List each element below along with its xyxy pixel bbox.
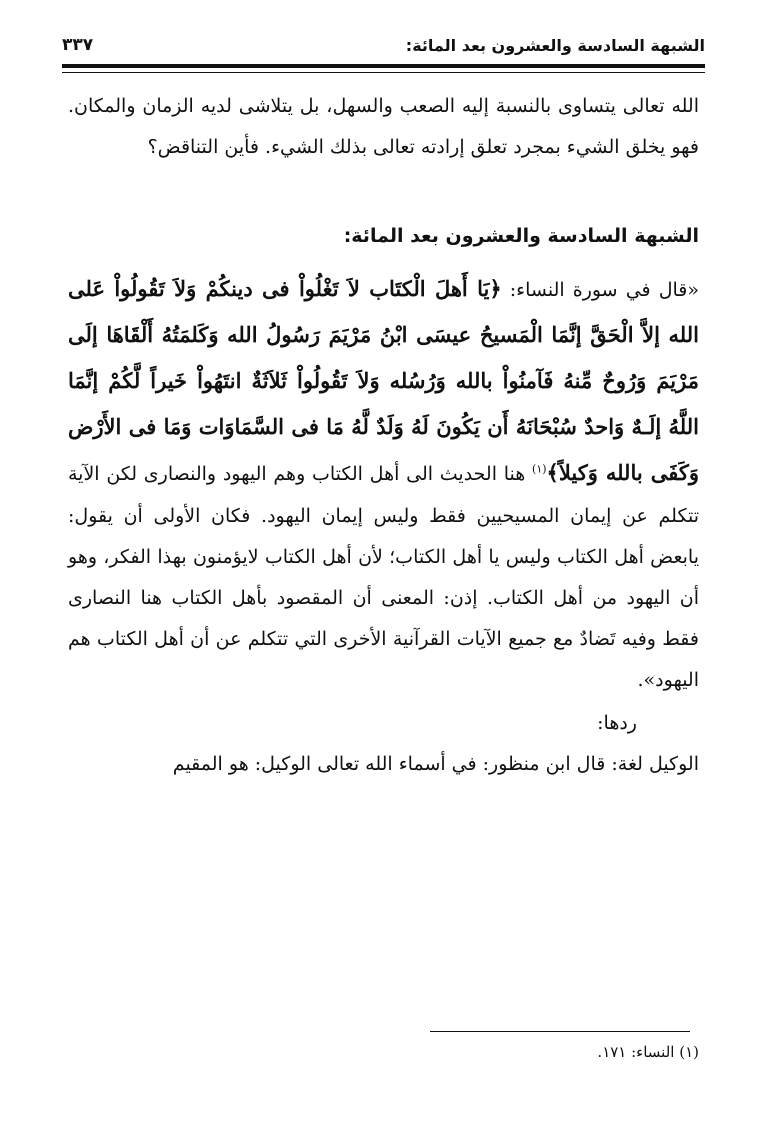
footnote-separator <box>430 1031 690 1032</box>
page-number: ٣٣٧ <box>62 35 94 55</box>
footnote: (١) النساء: ١٧١. <box>597 1043 699 1061</box>
intro-paragraph: الله تعالى يتساوى بالنسبة إليه الصعب والسهل، بل يتلاشى لديه الزمان والمكان. فهو يخلق الشيء بمجرد تعلق إرادته تعالى بذلك الشيء. فأين التناقض؟ <box>68 95 700 158</box>
page-body <box>68 86 699 785</box>
header-rule-thick <box>62 64 705 68</box>
reply-first-line: الوكيل لغة: قال ابن منظور: في أسماء الله تعالى الوكيل: هو المقيم <box>172 753 699 775</box>
quran-verse: ﴿يَا أَهلَ الْكتَاب لاَ تَغْلُواْ فى دينكُمْ وَلاَ تَقُولُواْ عَلى الله إلاَّ الْحَقَّ إنَّمَا الْمَسيحُ عيسَى ابْنُ مَرْيَمَ رَسُولُ الله وَكَلمَتُهُ أَلْقَاهَا إلَى مَرْيَمَ وَرُوحٌ مِّنهُ فَآمنُواْ بالله وَرُسُله وَلاَ تَقُولُواْ ثَلاَثَةٌ انتَهُواْ خَيراً لَّكُمْ إنَّمَا اللَّهُ إلَـهٌ وَاحدٌ سُبْحَانَهُ أَن يَكُونَ لَهُ وَلَدٌ لَّهُ مَا فى السَّمَاوَات وَمَا فى الأَرْض وَكَفَى بالله وَكيلاً﴾ <box>68 276 699 485</box>
header-rule-thin <box>62 72 705 73</box>
quote-paragraph <box>68 266 699 701</box>
running-title: الشبهة السادسة والعشرون بعد المائة: <box>405 35 705 55</box>
page-header <box>62 30 705 60</box>
quote-commentary: هنا الحديث الى أهل الكتاب وهم اليهود والنصارى لكن الآية تتكلم عن إيمان المسيحيين فقط وليس إيمان اليهود. فكان الأولى أن يقول: يابعض أهل الكتاب وليس يا أهل الكتاب؛ لأن أهل الكتاب لايؤمنون بهذا الفكر، وهو أن اليهود من أهل الكتاب. إذن: المعنى أن المقصود بأهل الكتاب هنا النصارى فقط وفيه تَضادٌ مع جميع الآيات القرآنية الأخرى التي تتكلم عن أن أهل الكتاب هم اليهود». <box>68 463 699 691</box>
reply-label: ردها: <box>597 712 637 734</box>
footnote-marker: (١) <box>532 462 547 476</box>
quote-lead: «قال في سورة النساء: <box>501 279 700 301</box>
section-heading: الشبهة السادسة والعشرون بعد المائة: <box>343 225 699 247</box>
